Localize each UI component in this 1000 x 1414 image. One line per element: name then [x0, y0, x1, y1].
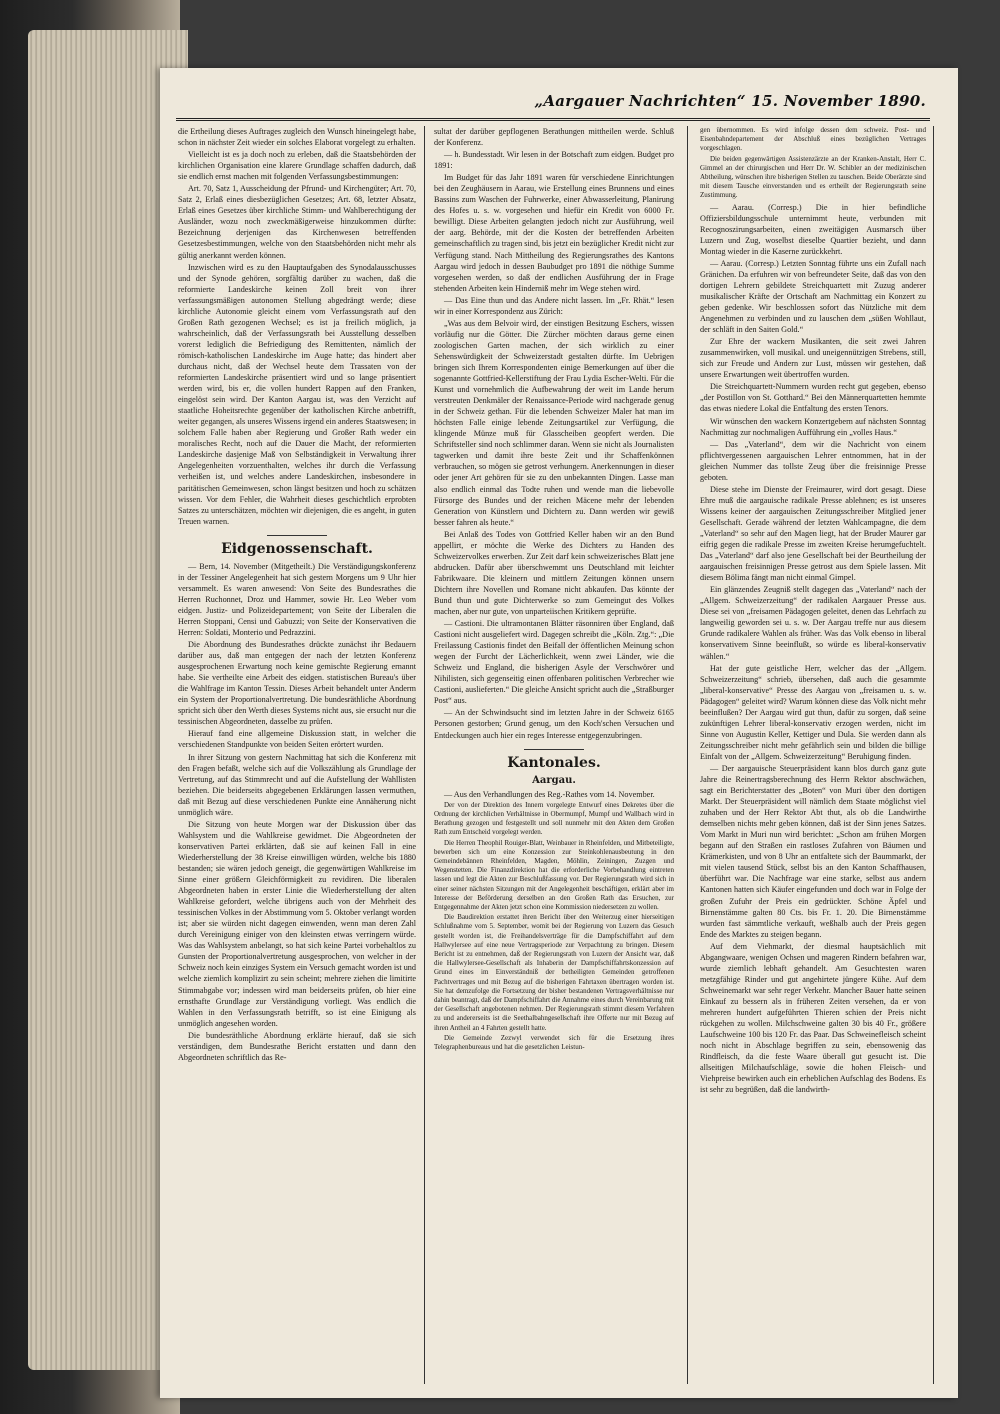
- paragraph: gen übernommen. Es wird infolge dessen dem schweiz. Post- und Eisenbahndepartement der Abschluß eines bezüglichen Vertrages vorgeschlagen.: [700, 126, 926, 153]
- paragraph: — An der Schwindsucht sind im letzten Jahre in der Schweiz 6165 Personen gestorben; Grund genug, um den Koch'schen Versuchen und Entdeckungen auch hier ein reges Interesse entgegenzubringen.: [434, 708, 674, 740]
- masthead-bar: [176, 88, 930, 121]
- paragraph: Der von der Direktion des Innern vorgelegte Entwurf eines Dekretes über die Ordnung der kirchlichen Verhältnisse in Obermumpf, Mumpf und Wallbach wird in Berathung gezogen und festgestellt und soll nunmehr mit den Akten dem Großen Rath zum Entscheid vorgelegt werden.: [434, 800, 674, 837]
- paragraph: Die Streichquartett-Nummern wurden recht gut gegeben, ebenso „der Postillon von St. Gotthard.“ Bei den Männerquartetten hemmte das etwas niedere Lokal die Entfaltung des ersten Tenors.: [700, 382, 926, 414]
- paragraph: Die Gemeinde Zezwyl verwendet sich für die Ersetzung ihres Telegraphenbureaus und hat die gesetzlichen Leistun-: [434, 1033, 674, 1051]
- paragraph: Wir wünschen den wackern Konzertgebern auf nächsten Sonntag Nachmittag zur nochmaligen Aufführung ein „volles Haus.“: [700, 416, 926, 437]
- paragraph: Zur Ehre der wackern Musikanten, die seit zwei Jahren zusammenwirken, voll musikal. und uneigennützigen Strebens, still, sich zur Freude und Andern zur Lust, müssen wir gestehen, daß unsere Erwartungen weit übertroffen wurden.: [700, 337, 926, 380]
- paragraph: — Das Eine thun und das Andere nicht lassen. Im „Fr. Rhät.“ lesen wir in einer Korrespondenz aus Zürich:: [434, 295, 674, 316]
- section-divider: [524, 749, 584, 750]
- masthead-title: „Aargauer Nachrichten“ 15. November 1890.: [534, 92, 926, 110]
- paragraph: In ihrer Sitzung von gestern Nachmittag hat sich die Konferenz mit den Fragen befaßt, welche sich auf die Volkszählung als Grundlage der Vertretung, auf das Stimmrecht und auf die Aufstellung der Wahllisten beziehen. Die beiderseits abgegebenen Erklärungen lassen vermuthen, daß mit Bezug auf diese verschiedenen Punkte eine Annäherung nicht unmöglich wäre.: [178, 752, 416, 817]
- subsection-title-aargau: Aargau.: [532, 774, 576, 786]
- paragraph: Hat der gute geistliche Herr, welcher das der „Allgem. Schweizerzeitung“ schrieb, übersehen, daß auch die gesammte „liberal-konservative“ Presse des Aargau von „freisamen u. s. w. Pädagogen“ geleitet wird? Warum können diese das Volk nicht mehr beeinflußen? Der Aargau wird gut thun, dafür zu sorgen, daß seine zukünftigen Lehrer liberal-konservativ erzogen werden, nicht im Sinne von Augustin Keller, Kettiger und Dula. Sie werden dann als Zeitungsschreiber nicht mehr gefährlich sein und bilden die billige Einfalt von der „Allgem. Schweizerzeitung“ Beruhigung finden.: [700, 663, 926, 761]
- column-1: [178, 126, 416, 1384]
- paragraph: sultat der darüber gepflogenen Berathungen mittheilen werde. Schluß der Konferenz.: [434, 127, 674, 148]
- section-title-eidgenossenschaft: Eidgenossenschaft.: [221, 540, 373, 557]
- paragraph: Die beiden gegenwärtigen Assistenzärzte an der Kranken-Anstalt, Herr C. Gimmel an der chirurgischen und Herr Dr. W. Schibler an der medizinischen Abtheilung, wünschen ihre bisherigen Stellen zu tauschen. Beide Oberärzte sind mit diesem Tausche einverstanden und es ertheilt der Regierungsrath seine Zustimmung.: [700, 154, 926, 200]
- paragraph: Bei Anlaß des Todes von Gottfried Keller haben wir an den Bund appellirt, er möchte die Werke des Dichters zu Handen des Schweizervolkes erwerben. Zur Zeit darf kein schweizerisches Blatt jene abdrucken. Dafür aber überschwemmt uns Deutschland mit leichter Fabrikwaare. Die kleinern und mittlern Zeitungen können unsern Dichtern ihre Novellen und Romane nicht abkaufen. Das könnte der Bund thun und gute Dichterwerke so zum Gemeingut des Volkes machen, aber nur gute, von unparteiischen Kritikern geprüfte.: [434, 529, 674, 617]
- paragraph: — h. Bundesstadt. Wir lesen in der Botschaft zum eidgen. Budget pro 1891:: [434, 150, 674, 171]
- paragraph: Die Herren Theophil Rouiger-Blatt, Weinbauer in Rheinfelden, und Mitbeteiligte, bewerben sich um eine Konzession zur Steinkohlenausbeutung in den Gemeindebännen Rheinfelden, Magden, Möhlin, Zeiningen, Zuzgen und Wegenstetten. Die Finanzdirektion hat die erforderliche Vorbehandlung eintreten lassen und legt die Akten zur Beschlußfassung vor. Der Regierungsrath wird sich in einer seiner nächsten Sitzungen mit der Angelegenheit beschäftigen, erklärt aber im Interesse der Beförderung derselben an den Großen Rath das Ersuchen, zur Entgegennahme der Akten jetzt schon eine Kommission niedersetzen zu wollen.: [434, 838, 674, 911]
- column-3: [700, 126, 926, 1384]
- paragraph: die Ertheilung dieses Auftrages zugleich den Wunsch hineingelegt habe, schon in nächster Zeit wieder ein solches Elaborat vorgelegt zu erhalten.: [178, 127, 416, 148]
- paragraph: — Das „Vaterland“, dem wir die Nachricht von einem pflichtvergessenen aargauischen Lehrer entnommen, hat in der gleichen Nummer das tollste Zeug über die freisinnige Presse geboten.: [700, 439, 926, 482]
- paragraph: Auf dem Viehmarkt, der diesmal hauptsächlich mit Abgangwaare, wenigen Ochsen und mageren Rindern befahren war, wurde ziemlich lebhaft gehandelt. Am Gesuchtesten waren metzgfähige Rinder und gut angehirtete jüngere Kühe. Auf dem Schweinemarkt war sehr reger Verkehr. Mancher Bauer hatte seinen Einkauf zu bessern als in früheren Zeiten versehen, da er von mehreren hundert aufgeführten Thieren schien der Preis nicht rückgehen zu wollen. Milchschweine galten 30 bis 40 Fr., größere Laufschweine 100 bis 120 Fr. das Paar. Das Schweinefleisch scheint noch nicht in Abschlage begriffen zu sein, ebensowenig das Rindfleisch, da die feste Waare überall gut gesucht ist. Die allseitigen Milchaufschläge, sowie die hohen Fleisch- und Viehpreise bewirken auch ein erheblichen Aufschlag des Bodens. Es ist sehr zu begrüßen, daß die landwirth-: [700, 941, 926, 1095]
- column-rule-1: [424, 126, 425, 1384]
- paragraph: — Aus den Verhandlungen des Reg.-Rathes vom 14. November.: [444, 789, 655, 799]
- paragraph: Hierauf fand eine allgemeine Diskussion statt, in welcher die verschiedenen Standpunkte von beiden Seiten erörtert wurden.: [178, 729, 416, 750]
- paragraph: Die Sitzung von heute Morgen war der Diskussion über das Wahlsystem und die Wahlkreise gewidmet. Die Abgeordneten der konservativen Partei erklärten, daß sie auf keinen Fall in eine Wiederherstellung der 38 Kreise einwilligen würden, welche bis 1880 bestanden; sie wären jedoch geneigt, die gegenwärtigen Wahlkreise im Sinne einer größern Gleichförmigkeit zu revidiren. Die liberalen Abgeordneten haben in erster Linie die Wiederherstellung der alten Wahlkreise gefordert, welche übrigens auch von der Mehrheit des tessinischen Volkes in der Abstimmung vom 5. Oktober verlangt worden ist; aber sie würden nicht dagegen einwenden, wenn man deren Zahl durch Vereinigung einiger von den kleinsten etwas verringern würde. Was das Wahlsystem anbelangt, so hat sich keine Partei vorbehaltlos zu Gunsten der Proportionalvertretung ausgesprochen, von welcher in der Schweiz noch kein einziges System ein Versuch gemacht worden ist und welche ziemlich komplizirt zu sein scheint; mehrere ziehen die limitirte Stimmabgabe vor; indessen wird man beiderseits prüfen, ob hier eine ernsthafte Grundlage zur Verständigung vorliegt. Was endlich die Wahlen in den Verfassungsrath betrifft, so ist eine Einigung als unmöglich angesehen worden.: [178, 819, 416, 1028]
- paragraph: Die bundesräthliche Abordnung erklärte hierauf, daß sie sich verständigen, dem Bundesrathe Bericht erstatten und dann den Abgeordneten schriftlich das Re-: [178, 1030, 416, 1062]
- paragraph: Ein glänzendes Zeugniß stellt dagegen das „Vaterland“ nach der „Allgem. Schweizerzeitung“ der radikalen Aargauer Presse aus. Diese sei von „freisamen Pädagogen geleitet, denen das Lehrfach zu langweilig geworden sei u. s. w. Der Aargau treffe nur aus diesem Grunde radikalere Wahlen als früher. Was das Volk ebenso in liberal konservativem Sinne beeinflußt, so würde es liberal-konservativ wählen.“: [700, 585, 926, 661]
- paragraph: Die Baudirektion erstattet ihren Bericht über den Weiterzug einer hierseitigen Schlußnahme vom 5. September, womit bei der Regierung von Luzern das Gesuch gestellt worden ist, die Freihandelsverträge für die Dampfschiffahrt auf dem Hallwylersee auf eine neue Vertragsperiode zur Verpachtung zu bringen. Diesem Bericht ist zu entnehmen, daß der Regierungsrath von Luzern der Ansicht war, daß die Hallwylersee-Gesellschaft als Inhaberin der Dampfschiffahrtskonzession auf Grund eines im Einverständniß der betheiligten Gemeinden getroffenen Pachtvertrages und mit Bezug auf die bisherigen Fahrtaxen übertragen worden ist. Sie hat demzufolge die Fortsetzung der bisher bestandenen Vertragsverhältnisse nur dahin beantragt, daß der Dampfschiffahrt die Annahme eines durch Vereinbarung mit der Gesellschaft angebotenen nehmen. Der Regierungsrath stimmt diesem Verfahren zu und andererseits ist die Seethalbahngesellschaft ihre Offerte nur mit Bezug auf ihren Antheil an 4 Fahrten gestellt hatte.: [434, 913, 674, 1032]
- paragraph: Diese stehe im Dienste der Freimaurer, wird dort gesagt. Diese Ehre muß die aargauische radikale Presse ablehnen; es ist unseres Wissens keiner der aargauischen Zeitungsschreiber Mitglied jener Gesellschaft. Gerade während der letzten Wahlcampagne, die dem „Vaterland“ so sehr auf den Magen liegt, hat der Bruder Maurer gar eifrig gegen die radikale Presse im zweiten Kreise herumgefuchtelt. Das „Vaterland“ darf also jene Gesellschaft bei der Beurtheilung der aargauischen freisinnigen Presse getrost aus dem Spiele lassen. Mit diesem Bölima fängt man nicht einmal Gimpel.: [700, 484, 926, 583]
- column-rule-3: [933, 126, 934, 1384]
- section-title-kantonales: Kantonales.: [507, 754, 601, 771]
- paragraph: „Was aus dem Belvoir wird, der einstigen Besitzung Eschers, wissen vorläufig nur die Götter. Die Zürcher möchten daraus gerne einen zoologischen Garten machen, der sich wirklich zu einer Sehenswürdigkeit der Schweizerstadt gestalten dürfte. Im Uebrigen bringen sich Ihrem Korrespondenten einige Bemerkungen auf über die sogenannte Gottfried-Kellerstiftung der Frau Lydia Escher-Welti. Für die Kunst und vornehmlich die Aufbewahrung der weit im Lande herum verstreuten Denkmäler der Renaissance-Periode wird nachgerade genug in der Schweiz gethan. Für die lebenden Schweizer Maler hat man im höchsten Falle einige lebende Zeitungsartikel zur Verfügung, die klingende Münze muß für Glasscheiben geopfert werden. Die Schriftsteller sind noch schlimmer daran. Wenn sie nicht als Journalisten tagwerken und damit ihre beste Zeit und ihr Schaffenkönnen verbrauchen, so mögen sie getrost verhungern. Anerkennungen in dieser oder jener Art gehören für sie zu den unbekannten Dingen. Lasse man also endlich einmal das Todte ruhen und wende man die liebevolle Fürsorge des Bundes und der reichen Mäcene mehr der lebenden Generation von Künstlern und Dichtern zu. Dann werden wir gewiß besser fahren als heute.“: [434, 318, 674, 527]
- column-rule-2: [687, 126, 688, 1384]
- paragraph: Im Budget für das Jahr 1891 waren für verschiedene Einrichtungen bei den Zeughäusern in Aarau, wie Erstellung eines Brunnens und eines Bassins zum Waschen der Fuhrwerke, einer Abwasserleitung, Planirung des Hofes u. s. w. vorgesehen und hiefür ein Kredit von 6000 Fr. bewilligt. Diese Arbeiten gelangten jedoch nicht zur Ausführung, weil der aarg. Behörde, mit der die Kosten der betreffenden Arbeiten gemeinschaftlich zu tragen sind, bis jetzt ein bezüglicher Kredit nicht zur Verfügung stand. Nach Mittheilung des Regierungsrathes des Kantons Aargau wird jedoch in dessen Baubudget pro 1891 die nöthige Summe vorgesehen werden, so daß der endlichen Ausführung der in Frage stehenden Arbeiten kein Hinderniß mehr im Wege stehen wird.: [434, 173, 674, 293]
- section-divider: [267, 535, 327, 536]
- paragraph: Vielleicht ist es ja doch noch zu erleben, daß die Staatsbehörden der kirchlichen Organisation eine klarere Grundlage schaffen dadurch, daß sie endlich ernst machen mit folgenden Verfassungsbestimmungen:: [178, 150, 416, 182]
- paragraph: — Aarau. (Corresp.) Die in hier befindliche Offiziersbildungsschule unternimmt heute, verbunden mit Recognoszirungsarbeiten, einen zweitägigen Ausmarsch über Luzern und Zug, woselbst dieselbe Quartier bezieht, und dann Montag wieder in die Kaserne zurückkehrt.: [700, 202, 926, 256]
- column-2: [434, 126, 674, 1384]
- paragraph: — Aarau. (Corresp.) Letzten Sonntag führte uns ein Zufall nach Gränichen. Da erfuhren wir von befreundeter Seite, daß das von den dortigen Lehrern gebildete Streichquartett mit Zuzug anderer musikalischer Kräfte der Ortschaft am Nachmittag ein Konzert zu geben gedenke. Wir beschlossen sofort das Nützliche mit dem Angenehmen zu verbinden und zu lauschen dem „süßen Wohllaut, der schläft in den Saiten Gold.“: [700, 258, 926, 335]
- paragraph: Die Abordnung des Bundesrathes drückte zunächst ihr Bedauern darüber aus, daß man entgegen der nach der letzten Konferenz ausgesprochenen Erwartung noch keine gemischte Regierung ernannt habe. Sie vertheilte eine Arbeit des eidgen. statistischen Bureau's über die Wahlfrage im Kanton Tessin. Dieses Arbeit behandelt unter Anderm ein System der Proportionalvertretung. Die bundesräthliche Abordnung spricht sich über den Werth dieses Systems nicht aus, sie ersucht nur die tessinischen Abgeordneten, dasselbe zu prüfen.: [178, 640, 416, 727]
- paragraph: Inzwischen wird es zu den Hauptaufgaben des Synodalausschusses und der Synode gehören, sorgfältig darüber zu wachen, daß die reformierte Landeskirche keinen Zoll breit von ihrer verfassungsmäßigen autonomen Stellung abgedrängt werde; diese kirchliche Autonomie gleicht einem vom Verfassungsrath auf den Großen Rath gezogenen Wechsel; es ist ja freilich möglich, ja wahrscheinlich, daß der Verfassungsrath bei Ausstellung desselben vorerst lediglich die Befriedigung des Remittenten, nämlich der römisch-katholischen Landeskirche im Auge hatte; das hindert aber durchaus nicht, daß der Wechsel heute dem Trassaten von der reformierten Landeskirche präsentiert wird und so lange präsentiert werden wird, bis er, die vollen hundert Rappen auf den Franken, eingelöst sein wird. Der Kanton Aargau ist, was den Verzicht auf staatliche Hoheitsrechte gegenüber der katholischen Kirche anbetrifft, weiter gegangen, als unseres Wissens irgend ein anderes Staatswesen; in solchem Falle haben aber Regierung und Großer Rath weder ein moralisches Recht, noch auf die Dauer die Macht, der reformierten Landeskirche dasjenige Maß von Selbständigkeit in Verwaltung ihrer Angelegenheiten vorzuenthalten, welches ihr durch die Verfassung verheißen ist, und welches andere Landeskirchen, insbesondere in paritätischen Gemeinwesen, schon längst besitzen und hoch zu schätzen wissen. Vor dem Fehler, die Wahrheit dieses geschichtlich erprobten Satzes zu unterschätzen, möchten wir diejenigen, die es angeht, in guten Treuen warnen.: [178, 262, 416, 526]
- paragraph: — Bern, 14. November (Mitgetheilt.) Die Verständigungskonferenz in der Tessiner Angelegenheit hat sich gestern Morgens um 9 Uhr hier versammelt. Es waren anwesend: Von Seite des Bundesrathes die Herren Ruchonnet, Droz und Hammer, sowie Hr. Leo Weber vom eidgen. Justiz- und Polizeidepartement; von Seite der Liberalen die Herren Stoppani, Censi und Gabuzzi; von Seite der Konservativen die Herren: Soldati, Monterio und Pedrazzini.: [178, 561, 416, 638]
- paragraph: Art. 70, Satz 1, Ausscheidung der Pfrund- und Kirchengüter; Art. 70, Satz 2, Erlaß eines diesbezüglichen Gesetzes; Art. 68, letzter Absatz, Erlaß eines Gesetzes über kirchliche Stimm- und Wahlberechtigung der Ausländer, wozu noch zweckmäßigerweise hinzukommen dürfte: Bezeichnung derjenigen das Kirchenwesen betreffenden Gesetzesbestimmungen, welche von den Staatsbehörden nicht mehr als gültig anerkannt werden können.: [178, 184, 416, 260]
- newspaper-page: [160, 68, 958, 1398]
- paragraph: — Castioni. Die ultramontanen Blätter räsonniren über England, daß Castioni nicht ausgeliefert wird. Dagegen schreibt die „Köln. Ztg.“: „Die Freilassung Castionis findet den Beifall der öffentlichen Meinung schon wegen der Furcht der Lächerlichkeit, wenn zwei Länder, wie die Schweiz und England, die bisherigen Asyle der Verschwörer und Nihilisten, sich gegenseitig einen offenbaren politischen Verbrecher wie Castioni, auslieferten.“ Die gleiche Ansicht spricht auch die „Straßburger Post“ aus.: [434, 619, 674, 706]
- paragraph: — Der aargauische Steuerpräsident kann blos durch ganz gute Jahre die Reinertragsberechnung des Herrn Rektor abschwächen, sagt ein Berichterstatter des „Boten“ von Muri über den dortigen Markt. Der Steuerpräsident will nämlich dem Staate möglichst viel zuhaben und der Herr Rektor Abt thut, als ob die Landwirthe demselben nichts mehr geben können, daß ist der Sinn jenes Satzes. Vom Markt in Muri nun wird berichtet: „Schon am frühen Morgen begann auf den Straßen ein rastloses Zufahren von Bäumen und Krämerkisten, und von 8 Uhr an entfaltete sich der Baummarkt, der mit vielen tausend Stück, selbst bis an den Kanton Schaffhausen, überführt war. Die Nachfrage war eine starke, selbst aus andern Kantonen hatten sich Käufer eingefunden und doch war in Folge der großen Zufuhr der Preis ein gedrückter. Schöne Äpfel und Birnenstämme galten 80 Cts. bis Fr. 1. 20. Die Birnenstämme wurden fast sämmtliche verkauft, weßhalb auch der Preis gegen Ende des Marktes zu steigen begann.: [700, 763, 926, 939]
